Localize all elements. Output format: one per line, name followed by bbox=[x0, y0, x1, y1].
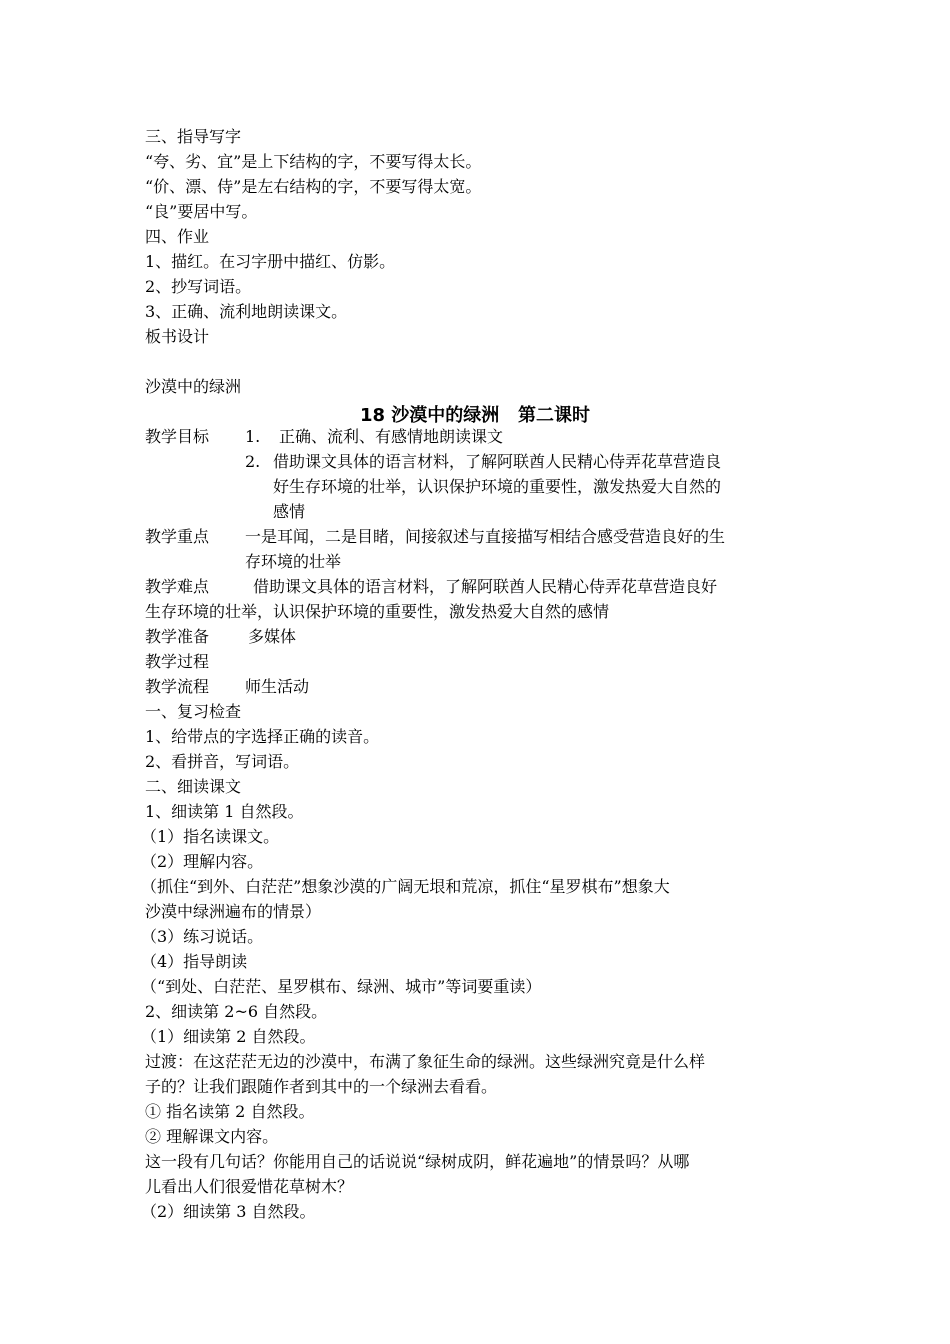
body-line: （2）细读第 3 自然段。 bbox=[141, 1202, 316, 1221]
process-label: 教学过程 bbox=[145, 652, 210, 671]
homework-item: 2、抄写词语。 bbox=[145, 277, 252, 296]
body-line: ② 理解课文内容。 bbox=[145, 1127, 279, 1146]
goal-number: 2. bbox=[245, 452, 261, 471]
homework-item: 3、正确、流利地朗读课文。 bbox=[145, 302, 348, 321]
writing-note: “价、漂、侍”是左右结构的字，不要写得太宽。 bbox=[145, 177, 482, 196]
goal-text: 正确、流利、有感情地朗读课文 bbox=[279, 427, 504, 446]
writing-note: “夸、劣、宜”是上下结构的字，不要写得太长。 bbox=[145, 152, 482, 171]
body-line: （2）理解内容。 bbox=[141, 852, 264, 871]
flow-row bbox=[145, 677, 309, 697]
difficulty-label: 教学难点 bbox=[145, 577, 210, 596]
body-line: 2、看拼音，写词语。 bbox=[145, 752, 300, 771]
difficulty-row bbox=[145, 577, 717, 597]
body-line: 1、细读第 1 自然段。 bbox=[145, 802, 304, 821]
board-design-content: 沙漠中的绿洲 bbox=[145, 377, 242, 396]
body-line: 沙漠中绿洲遍布的情景） bbox=[145, 902, 322, 921]
body-line: （1）细读第 2 自然段。 bbox=[141, 1027, 316, 1046]
body-line: 2、细读第 2~6 自然段。 bbox=[145, 1002, 328, 1021]
body-line: 一、复习检查 bbox=[145, 702, 242, 721]
difficulty-text: 生存环境的壮举，认识保护环境的重要性，激发热爱大自然的感情 bbox=[145, 602, 610, 621]
key-point-text: 存环境的壮举 bbox=[245, 552, 342, 571]
goal-text: 借助课文具体的语言材料，了解阿联酋人民精心侍弄花草营造良 bbox=[273, 452, 722, 471]
flow-text: 师生活动 bbox=[245, 677, 310, 696]
goal-text: 好生存环境的壮举，认识保护环境的重要性，激发热爱大自然的 bbox=[273, 477, 722, 496]
body-line: 这一段有几句话？你能用自己的话说说“绿树成阴，鲜花遍地”的情景吗？从哪 bbox=[145, 1152, 690, 1171]
body-line: （1）指名读课文。 bbox=[141, 827, 280, 846]
lesson-title: 18 沙漠中的绿洲 第二课时 bbox=[359, 405, 591, 426]
body-line: ① 指名读第 2 自然段。 bbox=[145, 1102, 315, 1121]
body-line: （“到处、白茫茫、星罗棋布、绿洲、城市”等词要重读） bbox=[141, 977, 542, 996]
body-line: （抓住“到外、白茫茫”想象沙漠的广阔无垠和荒凉，抓住“星罗棋布”想象大 bbox=[141, 877, 670, 896]
homework-item: 1、描红。在习字册中描红、仿影。 bbox=[145, 252, 396, 271]
goals-row bbox=[145, 427, 503, 447]
goal-number: 1. bbox=[245, 427, 261, 446]
body-line: 二、细读课文 bbox=[145, 777, 242, 796]
body-line: 1、给带点的字选择正确的读音。 bbox=[145, 727, 380, 746]
writing-note: “良”要居中写。 bbox=[145, 202, 258, 221]
body-line: 过渡：在这茫茫无边的沙漠中，布满了象征生命的绿洲。这些绿洲究竟是什么样 bbox=[145, 1052, 706, 1071]
goals-row bbox=[245, 452, 721, 472]
section-heading-writing: 三、指导写字 bbox=[145, 127, 242, 146]
body-line: 儿看出人们很爱惜花草树木？ bbox=[145, 1177, 354, 1196]
section-heading-homework: 四、作业 bbox=[145, 227, 210, 246]
difficulty-text: 借助课文具体的语言材料，了解阿联酋人民精心侍弄花草营造良好 bbox=[253, 577, 718, 596]
key-point-label: 教学重点 bbox=[145, 527, 210, 546]
flow-label: 教学流程 bbox=[145, 677, 210, 696]
preparation-text: 多媒体 bbox=[248, 627, 297, 646]
body-line: 子的？让我们跟随作者到其中的一个绿洲去看看。 bbox=[145, 1077, 498, 1096]
preparation-row bbox=[145, 627, 296, 647]
key-point-row bbox=[145, 527, 725, 547]
board-design-label: 板书设计 bbox=[145, 327, 210, 346]
body-line: （4）指导朗读 bbox=[141, 952, 248, 971]
preparation-label: 教学准备 bbox=[145, 627, 210, 646]
goals-label: 教学目标 bbox=[145, 427, 210, 446]
goal-text: 感情 bbox=[273, 502, 306, 521]
key-point-text: 一是耳闻，二是目睹，间接叙述与直接描写相结合感受营造良好的生 bbox=[245, 527, 726, 546]
body-line: （3）练习说话。 bbox=[141, 927, 264, 946]
